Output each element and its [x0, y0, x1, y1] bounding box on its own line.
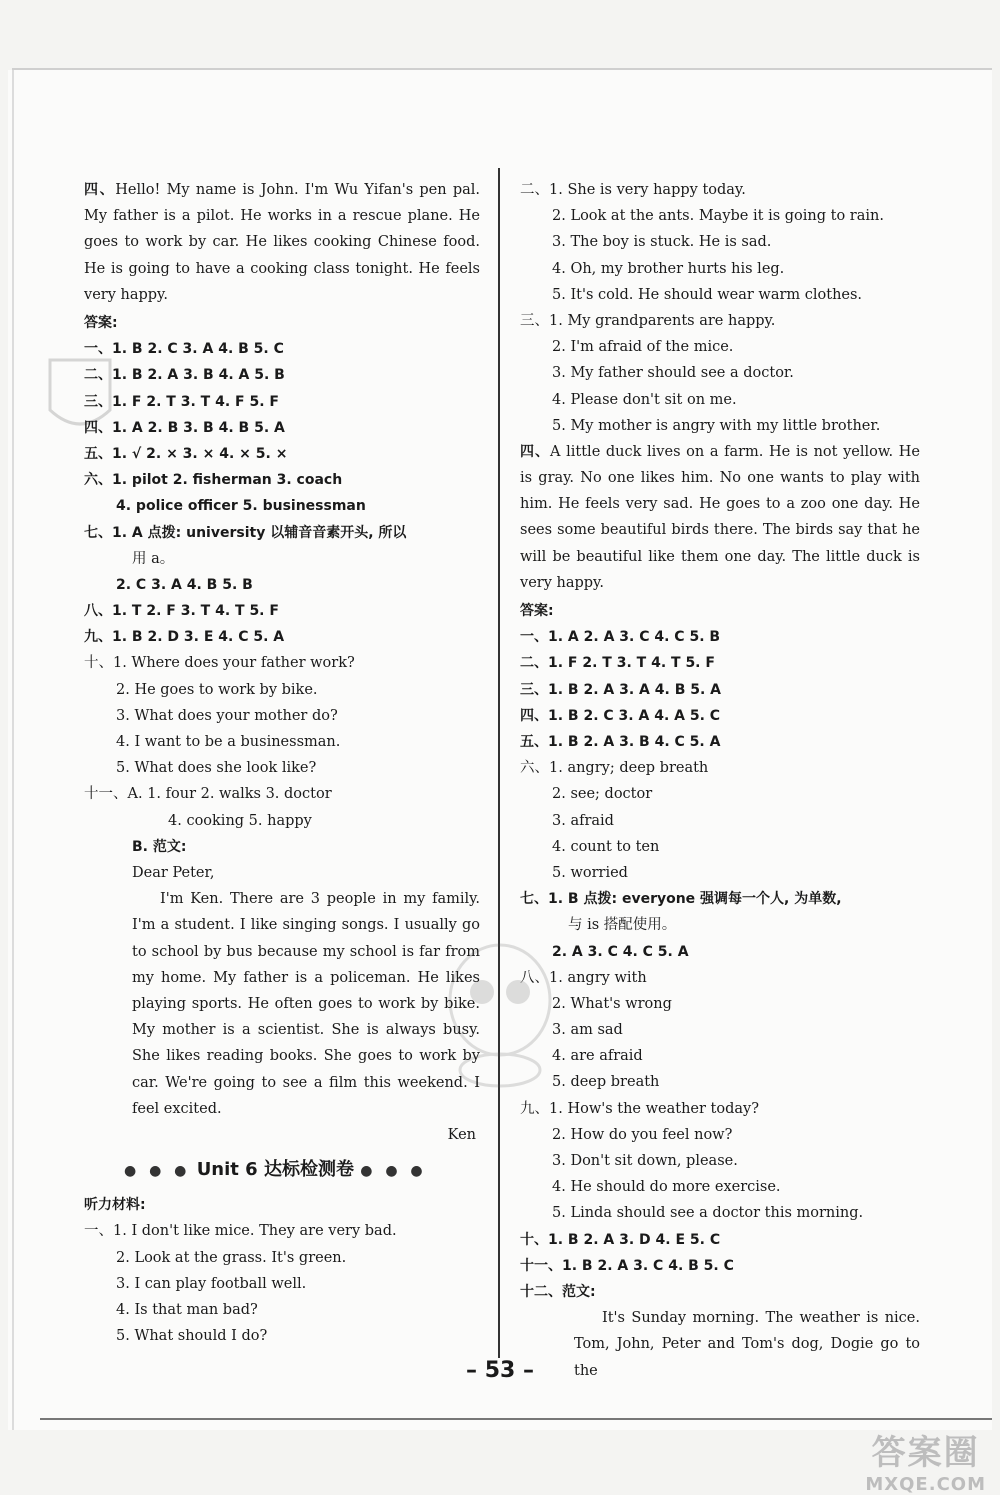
section-label: 四、 — [84, 182, 116, 198]
listening-line: 三、1. My grandparents are happy. — [520, 312, 776, 329]
passage-text: Hello! My name is John. I'm Wu Yifan's pen pal. My father is a pilot. He works in a rescue plane. He goes to work by car. He likes cooking Chinese food. He is going to have a cooking class tonight. He feels very happy. — [84, 182, 481, 303]
answer-line: 二、1. B 2. A 3. B 4. A 5. B — [84, 367, 285, 384]
answer-line: 六、1. angry; deep breath — [520, 760, 709, 777]
answer-line: 2. What's wrong — [552, 995, 672, 1012]
listening-line: 2. Look at the grass. It's green. — [116, 1249, 347, 1266]
listening-line: 5. It's cold. He should wear warm clothes. — [552, 286, 863, 303]
answer-line: 2. C 3. A 4. B 5. B — [116, 576, 253, 593]
sample-essay-label: B. 范文: — [132, 838, 187, 855]
bottom-border — [40, 1418, 992, 1420]
sample-essay-label: 十二、范文: — [520, 1283, 596, 1300]
sample-essay-text: It's Sunday morning. The weather is nice. Tom, John, Peter and Tom's dog, Dogie go to the — [574, 1310, 920, 1379]
answer-line: 八、1. T 2. F 3. T 4. T 5. F — [84, 603, 279, 620]
letter-greeting: Dear Peter, — [132, 864, 215, 881]
answer-line: 5. worried — [552, 864, 628, 881]
listening-line: 2. I'm afraid of the mice. — [552, 339, 734, 356]
answer-line: 2. He goes to work by bike. — [116, 681, 318, 698]
page-number: – 53 – — [466, 1358, 534, 1383]
watermark-logo — [865, 1425, 986, 1495]
letter-body: I'm Ken. There are 3 people in my family. I'm a student. I like singing songs. I usually go to school by bus because my school is far from my home. My father is a policeman. He likes playing sports. He often goes to work by bike. My mother is a scientist. She is always busy. She likes reading books. She goes to work by car. We're going to see a film this weekend. I feel excited. — [132, 891, 480, 1117]
answer-line: 5. What does she look like? — [116, 760, 317, 777]
answer-line: 3. am sad — [552, 1022, 623, 1039]
answers-heading: 答案: — [84, 315, 118, 332]
answer-line: 5. deep breath — [552, 1074, 660, 1091]
title-dots-left: ● ● ● — [124, 1163, 191, 1180]
listening-line: 3. I can play football well. — [116, 1275, 307, 1292]
listening-line: 一、1. I don't like mice. They are very bad. — [84, 1223, 397, 1240]
answer-line: 十、1. B 2. A 3. D 4. E 5. C — [520, 1231, 721, 1248]
unit-title — [84, 1148, 480, 1192]
answer-line: 八、1. angry with — [520, 969, 647, 986]
answer-line: 九、1. B 2. D 3. E 4. C 5. A — [84, 629, 285, 646]
answer-line: 2. see; doctor — [552, 786, 653, 803]
answer-line: 一、1. B 2. C 3. A 4. B 5. C — [84, 341, 284, 358]
answer-line: 七、1. A 点拨: university 以辅音音素开头, 所以 — [84, 524, 407, 541]
answer-line: 3. What does your mother do? — [116, 707, 338, 724]
watermark-url: MXQE.COM — [865, 1474, 986, 1495]
listening-line: 5. My mother is angry with my little brother. — [552, 417, 881, 434]
answer-line: 2. A 3. C 4. C 5. A — [552, 943, 689, 960]
passage-text: A little duck lives on a farm. He is not yellow. He is gray. No one likes him. No one wants to play with him. He feels very sad. He goes to a zoo one day. He sees some beautiful birds there. The birds say that he will be beautiful like them one day. The little duck is very happy. — [520, 443, 921, 591]
listening-heading: 听力材料: — [84, 1197, 146, 1214]
listening-line: 3. The boy is stuck. He is sad. — [552, 234, 772, 251]
answer-line: 四、1. B 2. C 3. A 4. A 5. C — [520, 707, 721, 724]
unit-title-text: Unit 6 达标检测卷 — [196, 1159, 354, 1181]
title-dots-right: ● ● ● — [360, 1163, 427, 1180]
answer-line: 三、1. F 2. T 3. T 4. F 5. F — [84, 393, 279, 410]
listening-passage-4 — [520, 439, 920, 596]
answer-note: 与 is 搭配使用。 — [568, 917, 677, 934]
listening-line: 3. My father should see a doctor. — [552, 365, 794, 382]
listening-line: 4. Oh, my brother hurts his leg. — [552, 260, 785, 277]
answer-line: 4. I want to be a businessman. — [116, 734, 341, 751]
column-divider — [498, 168, 500, 1358]
answer-line: 十一、1. B 2. A 3. C 4. B 5. C — [520, 1257, 734, 1274]
answer-line: 3. afraid — [552, 812, 614, 829]
answer-line: 4. cooking 5. happy — [168, 812, 312, 829]
answer-line: 2. How do you feel now? — [552, 1126, 733, 1143]
answer-line: 五、1. B 2. A 3. B 4. C 5. A — [520, 734, 721, 751]
answer-line: 九、1. How's the weather today? — [520, 1100, 759, 1117]
listening-passage-4 — [84, 177, 480, 308]
answers-heading: 答案: — [520, 603, 554, 620]
listening-line: 5. What should I do? — [116, 1328, 268, 1345]
answer-line: 4. count to ten — [552, 838, 660, 855]
answer-line: 十一、A. 1. four 2. walks 3. doctor — [84, 786, 332, 803]
listening-line: 2. Look at the ants. Maybe it is going to rain. — [552, 208, 884, 225]
top-border — [12, 68, 992, 70]
answer-line: 4. He should do more exercise. — [552, 1179, 781, 1196]
listening-line: 4. Please don't sit on me. — [552, 391, 737, 408]
answer-line: 四、1. A 2. B 3. B 4. B 5. A — [84, 419, 285, 436]
right-column — [520, 177, 920, 1384]
answer-line: 六、1. pilot 2. fisherman 3. coach — [84, 472, 343, 489]
answer-line: 二、1. F 2. T 3. T 4. T 5. F — [520, 655, 715, 672]
watermark-title: 答案圈 — [871, 1433, 980, 1473]
answer-line: 4. are afraid — [552, 1048, 643, 1065]
listening-line: 二、1. She is very happy today. — [520, 182, 746, 198]
answer-line: 七、1. B 点拨: everyone 强调每一个人, 为单数, — [520, 891, 842, 908]
left-column — [84, 177, 480, 1349]
letter-signature: Ken — [447, 1126, 476, 1143]
answer-line: 五、1. √ 2. × 3. × 4. × 5. × — [84, 445, 288, 462]
section-label: 四、 — [520, 443, 551, 460]
answer-line: 4. police officer 5. businessman — [116, 498, 366, 515]
answer-line: 5. Linda should see a doctor this morning. — [552, 1205, 864, 1222]
answer-line: 一、1. A 2. A 3. C 4. C 5. B — [520, 629, 721, 646]
left-border — [12, 70, 14, 1430]
answer-line: 三、1. B 2. A 3. A 4. B 5. A — [520, 681, 722, 698]
answer-line: 十、1. Where does your father work? — [84, 655, 355, 672]
answer-note: 用 a。 — [132, 550, 175, 567]
answer-line: 3. Don't sit down, please. — [552, 1153, 738, 1170]
listening-line: 4. Is that man bad? — [116, 1301, 258, 1318]
